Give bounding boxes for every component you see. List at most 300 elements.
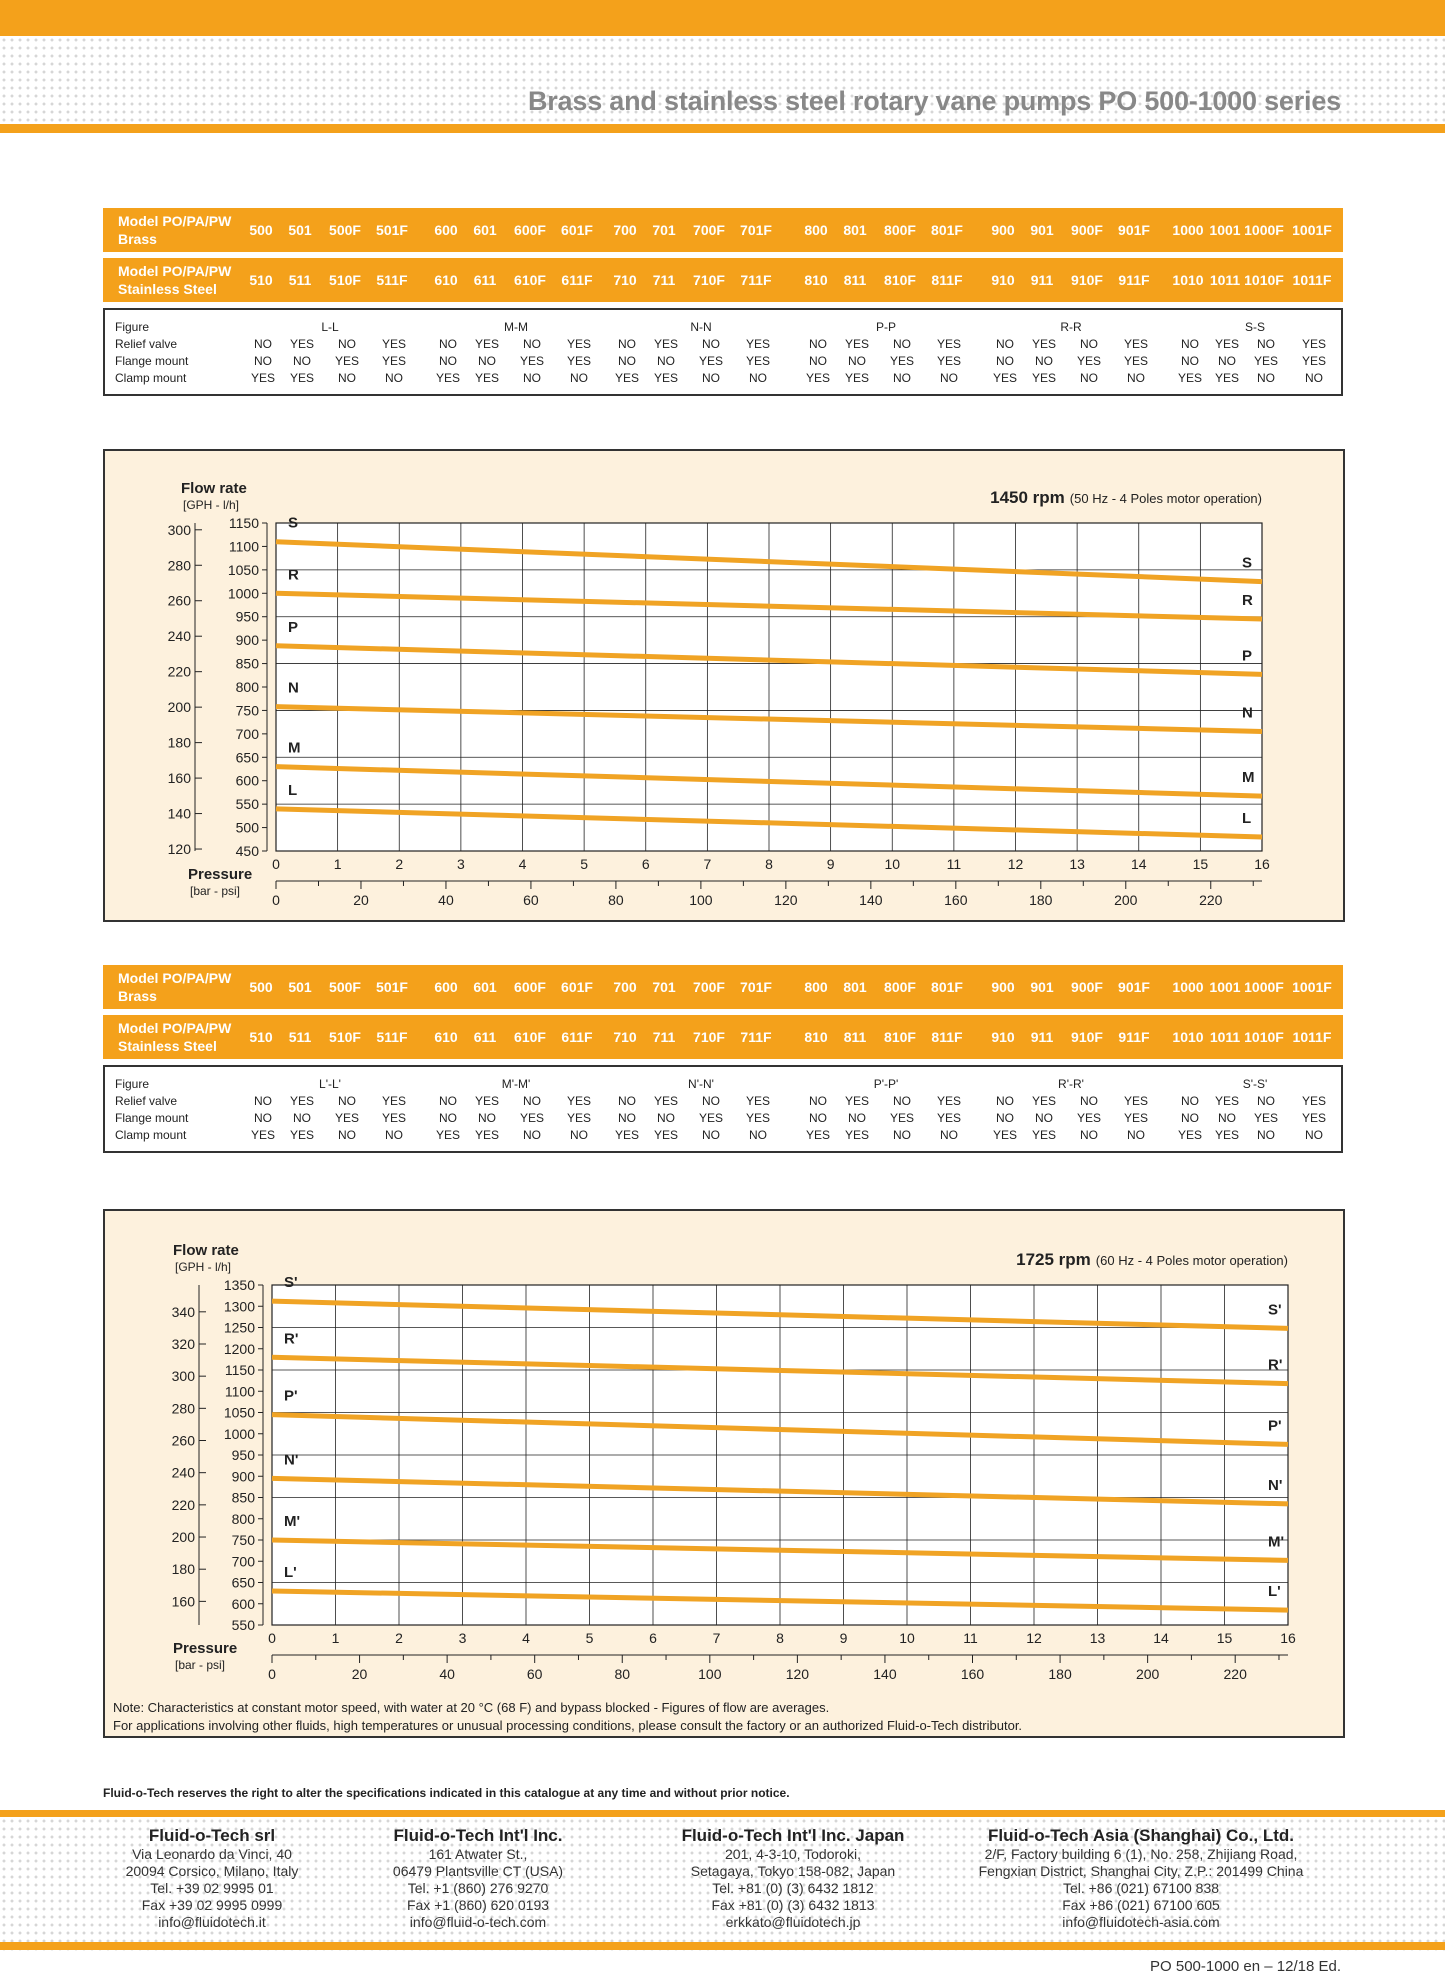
- clamp-value: YES: [250, 1128, 275, 1142]
- model-number: 601: [473, 979, 497, 995]
- options-table: [103, 308, 1343, 396]
- option-row-label: Relief valve: [115, 337, 178, 351]
- lh-tick-label: 700: [231, 1553, 255, 1570]
- clamp-value: NO: [570, 371, 588, 385]
- model-row-label: [118, 212, 231, 248]
- series-label-end: L': [1268, 1583, 1281, 1601]
- clamp-value: NO: [940, 371, 958, 385]
- bar-tick-label: 9: [826, 856, 835, 872]
- series-label-end: N': [1268, 1476, 1283, 1494]
- series-label-start: S: [288, 514, 299, 532]
- lh-tick-label: 950: [231, 1447, 255, 1463]
- office-name: Fluid-o-Tech Asia (Shanghai) Co., Ltd.: [988, 1826, 1294, 1845]
- relief-value: NO: [1080, 337, 1098, 351]
- bar-tick-label: 11: [946, 856, 962, 872]
- clamp-value: YES: [1177, 371, 1202, 385]
- model-number: 911: [1030, 1029, 1054, 1045]
- series-label-start: M: [288, 739, 301, 757]
- model-number: 501F: [376, 979, 408, 995]
- model-label-line: Brass: [118, 988, 157, 1004]
- model-label-line: Model PO/PA/PW: [118, 1020, 232, 1036]
- psi-tick-label: 80: [614, 1666, 631, 1682]
- bar-tick-label: 4: [518, 856, 527, 872]
- relief-value: YES: [1301, 337, 1326, 351]
- psi-tick-label: 0: [272, 892, 280, 908]
- figure-label: N-N: [690, 320, 712, 334]
- model-label-line: Stainless Steel: [118, 281, 217, 297]
- clamp-value: NO: [1257, 1128, 1275, 1142]
- model-number: 701F: [740, 222, 772, 238]
- model-number: 611F: [561, 272, 593, 288]
- lh-tick-label: 1300: [223, 1298, 255, 1315]
- model-number: 1011F: [1292, 272, 1332, 288]
- x-axis-units: [bar - psi]: [175, 1658, 226, 1672]
- bar-tick-label: 15: [1192, 856, 1209, 872]
- figure-label: R-R: [1060, 320, 1082, 334]
- model-number: 500: [249, 222, 273, 238]
- office-line: erkkato@fluidotech.jp: [725, 1914, 861, 1930]
- model-number: 610F: [514, 272, 546, 288]
- gph-tick-label: 280: [167, 557, 191, 574]
- relief-value: YES: [936, 1094, 961, 1108]
- model-number: 701: [652, 979, 676, 995]
- series-label-start: L: [288, 781, 298, 799]
- bar-tick-label: 6: [641, 856, 650, 872]
- series-label-start: M': [284, 1513, 301, 1530]
- x-axis-title: Pressure: [173, 1640, 238, 1657]
- flange-value: YES: [519, 354, 544, 368]
- flange-value: YES: [698, 1111, 723, 1125]
- bar-tick-label: 7: [712, 1630, 721, 1646]
- clamp-value: NO: [570, 1128, 588, 1142]
- flange-value: YES: [936, 354, 961, 368]
- model-number: 510F: [329, 1029, 361, 1045]
- figure-label: L'-L': [319, 1077, 341, 1091]
- relief-value: YES: [844, 1094, 869, 1108]
- chart-svg: [105, 1211, 1339, 1695]
- flange-value: NO: [254, 1111, 272, 1125]
- series-label-end: S: [1242, 554, 1253, 572]
- gph-tick-label: 180: [167, 734, 191, 751]
- relief-value: NO: [893, 337, 911, 351]
- lh-tick-label: 800: [231, 1510, 255, 1527]
- clamp-value: YES: [1031, 1128, 1056, 1142]
- clamp-value: NO: [1305, 371, 1323, 385]
- model-number: 811F: [931, 272, 963, 288]
- model-row-label: [118, 262, 231, 298]
- flange-value: YES: [1076, 354, 1101, 368]
- office-name: Fluid-o-Tech Int'l Inc.: [393, 1826, 563, 1845]
- gph-tick-label: 240: [167, 628, 191, 645]
- model-number: 601: [473, 222, 497, 238]
- model-number: 801F: [931, 979, 963, 995]
- model-number: 701: [652, 222, 676, 238]
- flange-value: YES: [381, 354, 406, 368]
- lh-tick-label: 850: [231, 1489, 255, 1506]
- model-label-line: Brass: [118, 231, 157, 247]
- flange-value: YES: [334, 1111, 359, 1125]
- model-label-line: Model PO/PA/PW: [118, 213, 232, 229]
- office-line: info@fluidotech-asia.com: [1062, 1914, 1220, 1930]
- relief-value: NO: [618, 1094, 636, 1108]
- relief-value: NO: [439, 1094, 457, 1108]
- clamp-value: YES: [992, 1128, 1017, 1142]
- flange-value: YES: [1253, 1111, 1278, 1125]
- relief-value: YES: [1123, 1094, 1148, 1108]
- lh-tick-label: 1000: [223, 1425, 255, 1442]
- relief-value: NO: [254, 1094, 272, 1108]
- relief-value: YES: [566, 1094, 591, 1108]
- psi-tick-label: 160: [960, 1666, 985, 1682]
- gph-tick-label: 140: [167, 805, 191, 822]
- clamp-value: NO: [523, 371, 541, 385]
- lh-tick-label: 550: [235, 796, 259, 813]
- flange-value: NO: [1181, 1111, 1199, 1125]
- psi-tick-label: 200: [1135, 1666, 1160, 1682]
- flange-value: NO: [439, 354, 457, 368]
- office-line: Tel. +81 (0) (3) 6432 1812: [712, 1880, 874, 1896]
- model-row-steel: [103, 1015, 1343, 1059]
- model-number: 1001F: [1292, 222, 1332, 238]
- model-number: 501: [288, 222, 312, 238]
- gph-tick-label: 240: [171, 1464, 195, 1481]
- page-title: Brass and stainless steel rotary vane pumps PO 500-1000 series: [527, 86, 1341, 116]
- x-axis-title: Pressure: [188, 866, 253, 883]
- flange-value: NO: [618, 354, 636, 368]
- gph-tick-label: 120: [167, 841, 191, 858]
- psi-tick-label: 120: [785, 1666, 810, 1682]
- chart-svg: [105, 451, 1339, 916]
- model-number: 710F: [693, 1029, 725, 1045]
- psi-tick-label: 120: [774, 892, 798, 908]
- flange-value: NO: [478, 354, 496, 368]
- series-label-end: M': [1268, 1533, 1285, 1551]
- flange-value: YES: [698, 354, 723, 368]
- relief-value: NO: [702, 337, 720, 351]
- office-line: 201, 4-3-10, Todoroki,: [725, 1846, 861, 1862]
- relief-value: YES: [381, 1094, 406, 1108]
- series-label-start: N': [284, 1451, 299, 1469]
- option-row-label: Clamp mount: [115, 1128, 187, 1142]
- psi-tick-label: 80: [608, 892, 624, 908]
- flange-value: YES: [519, 1111, 544, 1125]
- bar-tick-label: 4: [522, 1630, 530, 1646]
- lh-tick-label: 600: [235, 772, 259, 789]
- lh-tick-label: 1050: [227, 561, 259, 578]
- model-number: 1000F: [1244, 222, 1284, 238]
- psi-tick-label: 100: [698, 1666, 722, 1682]
- flange-value: YES: [1123, 354, 1148, 368]
- model-number: 901: [1030, 979, 1054, 995]
- clamp-value: NO: [523, 1128, 541, 1142]
- bar-tick-label: 15: [1216, 1630, 1233, 1646]
- flange-value: YES: [936, 1111, 961, 1125]
- bar-tick-label: 10: [899, 1630, 915, 1646]
- lh-tick-label: 1150: [228, 515, 259, 531]
- psi-tick-label: 180: [1048, 1666, 1072, 1682]
- flange-value: YES: [1076, 1111, 1101, 1125]
- option-row-label: Figure: [115, 1077, 150, 1091]
- flange-value: NO: [293, 1111, 311, 1125]
- clamp-value: NO: [749, 371, 767, 385]
- model-row-label: [118, 969, 231, 1005]
- model-number: 500: [249, 979, 273, 995]
- relief-value: NO: [893, 1094, 911, 1108]
- model-number: 1001: [1209, 979, 1241, 995]
- series-label-start: L': [284, 1564, 297, 1581]
- model-number: 910: [991, 1029, 1015, 1045]
- lh-tick-label: 1100: [228, 538, 259, 555]
- office-line: Tel. +1 (860) 276 9270: [407, 1880, 549, 1896]
- model-number: 900F: [1071, 222, 1103, 238]
- flange-value: NO: [996, 1111, 1014, 1125]
- model-number: 911F: [1118, 1029, 1150, 1045]
- relief-value: NO: [523, 337, 541, 351]
- relief-value: YES: [1301, 1094, 1326, 1108]
- model-number: 1000: [1172, 979, 1204, 995]
- series-label-start: N: [288, 679, 299, 697]
- model-number: 1001: [1209, 222, 1241, 238]
- clamp-value: NO: [385, 371, 403, 385]
- chart-note: [113, 1699, 1022, 1735]
- office-line: Fengxian District, Shanghai City, Z.P.: 201499 China: [978, 1863, 1304, 1879]
- lh-tick-label: 650: [231, 1574, 255, 1591]
- relief-value: YES: [474, 337, 499, 351]
- gph-tick-label: 160: [167, 770, 191, 787]
- model-number: 700: [613, 979, 637, 995]
- flow-chart-1450rpm: [103, 449, 1345, 922]
- clamp-value: NO: [1127, 1128, 1145, 1142]
- lh-tick-label: 600: [231, 1595, 255, 1612]
- rpm-note: (60 Hz - 4 Poles motor operation): [1095, 1253, 1288, 1268]
- relief-value: YES: [289, 337, 314, 351]
- relief-value: YES: [745, 337, 770, 351]
- model-number: 810: [804, 1029, 828, 1045]
- lh-tick-label: 1250: [223, 1319, 255, 1336]
- relief-value: NO: [1080, 1094, 1098, 1108]
- model-number: 1011: [1209, 1029, 1241, 1045]
- psi-tick-label: 220: [1223, 1666, 1247, 1682]
- clamp-value: YES: [844, 1128, 869, 1142]
- model-number: 901F: [1118, 222, 1150, 238]
- model-table-50hz: [103, 208, 1343, 396]
- flange-value: NO: [848, 354, 866, 368]
- model-number: 510: [249, 272, 273, 288]
- lh-tick-label: 800: [235, 679, 259, 695]
- clamp-value: NO: [749, 1128, 767, 1142]
- model-number: 800F: [884, 979, 916, 995]
- series-label-start: S': [284, 1274, 298, 1292]
- gph-tick-label: 340: [171, 1303, 195, 1320]
- lh-tick-label: 500: [235, 819, 259, 836]
- figure-label: M-M: [504, 320, 528, 334]
- model-number: 610F: [514, 1029, 546, 1045]
- clamp-value: YES: [844, 371, 869, 385]
- relief-value: YES: [381, 337, 406, 351]
- office-line: Tel. +86 (021) 67100 838: [1062, 1880, 1220, 1896]
- office-line: Fax +39 02 9995 0999: [141, 1897, 283, 1913]
- office-line: info@fluidotech.it: [158, 1914, 266, 1930]
- top-orange-bar: [0, 0, 1445, 36]
- flange-value: NO: [254, 354, 272, 368]
- flange-value: YES: [381, 1111, 406, 1125]
- bar-tick-label: 9: [839, 1630, 848, 1646]
- lh-tick-label: 900: [235, 632, 259, 649]
- relief-value: YES: [653, 1094, 678, 1108]
- office-line: Setagaya, Tokyo 158-082, Japan: [690, 1863, 896, 1879]
- relief-value: NO: [1257, 337, 1275, 351]
- model-number: 1010: [1172, 1029, 1204, 1045]
- flange-value: NO: [848, 1111, 866, 1125]
- relief-value: YES: [289, 1094, 314, 1108]
- relief-value: YES: [474, 1094, 499, 1108]
- relief-value: NO: [338, 337, 356, 351]
- series-label-end: M: [1242, 769, 1255, 787]
- lh-tick-label: 700: [235, 725, 259, 742]
- relief-value: YES: [1123, 337, 1148, 351]
- clamp-value: NO: [385, 1128, 403, 1142]
- model-number: 700F: [693, 222, 725, 238]
- bar-tick-label: 2: [395, 856, 404, 872]
- series-label-end: S': [1268, 1301, 1282, 1319]
- office-line: 20094 Corsico, Milano, Italy: [125, 1863, 299, 1879]
- model-number: 611: [473, 1029, 497, 1045]
- clamp-value: YES: [250, 371, 275, 385]
- model-number: 601F: [561, 222, 593, 238]
- psi-tick-label: 100: [689, 892, 713, 908]
- relief-value: YES: [1031, 337, 1056, 351]
- figure-label: L-L: [321, 320, 339, 334]
- bar-tick-label: 5: [585, 1630, 594, 1646]
- option-row-label: Figure: [115, 320, 150, 334]
- lh-tick-label: 900: [231, 1468, 255, 1485]
- series-label-end: P': [1268, 1417, 1282, 1435]
- psi-tick-label: 40: [439, 1666, 455, 1682]
- psi-tick-label: 160: [944, 892, 968, 908]
- flange-value: NO: [1035, 1111, 1053, 1125]
- relief-value: NO: [996, 1094, 1014, 1108]
- psi-tick-label: 20: [351, 1666, 368, 1682]
- option-row-label: Flange mount: [115, 354, 189, 368]
- bar-tick-label: 1: [333, 856, 342, 872]
- model-number: 900F: [1071, 979, 1103, 995]
- relief-value: NO: [523, 1094, 541, 1108]
- bar-tick-label: 7: [703, 856, 712, 872]
- clamp-value: NO: [893, 371, 911, 385]
- office-line: Fax +86 (021) 67100 605: [1062, 1897, 1220, 1913]
- relief-value: YES: [1214, 1094, 1239, 1108]
- model-number: 901: [1030, 222, 1054, 238]
- flange-value: NO: [478, 1111, 496, 1125]
- series-label-start: R: [288, 566, 299, 584]
- clamp-value: YES: [289, 371, 314, 385]
- series-label-end: P: [1242, 647, 1253, 665]
- lh-tick-label: 1100: [224, 1383, 255, 1400]
- model-number: 1010: [1172, 272, 1204, 288]
- options-table: [103, 1065, 1343, 1153]
- gph-tick-label: 260: [171, 1432, 195, 1449]
- model-number: 910F: [1071, 1029, 1103, 1045]
- bar-tick-label: 16: [1280, 1630, 1296, 1646]
- relief-value: YES: [566, 337, 591, 351]
- gph-tick-label: 200: [167, 699, 191, 716]
- lh-tick-label: 750: [231, 1532, 255, 1548]
- clamp-value: NO: [893, 1128, 911, 1142]
- clamp-value: NO: [338, 371, 356, 385]
- bar-tick-label: 3: [456, 856, 465, 872]
- clamp-value: YES: [1214, 371, 1239, 385]
- series-label-start: P': [284, 1387, 298, 1405]
- flange-value: YES: [1123, 1111, 1148, 1125]
- office-line: info@fluid-o-tech.com: [409, 1914, 547, 1930]
- bar-tick-label: 8: [765, 856, 773, 872]
- clamp-value: NO: [1080, 1128, 1098, 1142]
- figure-label: R'-R': [1058, 1077, 1084, 1091]
- psi-tick-label: 40: [438, 892, 454, 908]
- model-number: 910: [991, 272, 1015, 288]
- model-number: 710: [613, 272, 637, 288]
- model-number: 611F: [561, 1029, 593, 1045]
- clamp-value: NO: [702, 1128, 720, 1142]
- psi-tick-label: 140: [859, 892, 883, 908]
- relief-value: NO: [338, 1094, 356, 1108]
- model-number: 511: [288, 1029, 312, 1045]
- model-number: 800: [804, 222, 828, 238]
- rpm-label: [990, 488, 1262, 507]
- model-number: 800F: [884, 222, 916, 238]
- model-number: 710F: [693, 272, 725, 288]
- office-line: Tel. +39 02 9995 01: [150, 1880, 274, 1896]
- flange-value: NO: [809, 1111, 827, 1125]
- note-line-2: For applications involving other fluids, high temperatures or unusual processing conditions, please consult the factory or an authorized Fluid-o-Tech distributor.: [113, 1718, 1023, 1733]
- bar-tick-label: 3: [458, 1630, 467, 1646]
- model-number: 511F: [376, 272, 408, 288]
- model-row-brass: [103, 208, 1343, 252]
- clamp-value: YES: [1214, 1128, 1239, 1142]
- x-axis-units: [bar - psi]: [190, 884, 241, 898]
- flange-value: YES: [566, 1111, 591, 1125]
- clamp-value: NO: [1080, 371, 1098, 385]
- flange-value: NO: [1181, 354, 1199, 368]
- model-number: 600F: [514, 222, 546, 238]
- disclaimer: Fluid-o-Tech reserves the right to alter the specifications indicated in this catalogue at any time and without prior notice.: [103, 1786, 790, 1800]
- rpm-note: (50 Hz - 4 Poles motor operation): [1069, 491, 1262, 506]
- lh-tick-label: 750: [235, 702, 259, 719]
- model-number: 1000: [1172, 222, 1204, 238]
- model-number: 610: [434, 1029, 458, 1045]
- model-table-60hz: [103, 965, 1343, 1153]
- flange-value: YES: [889, 1111, 914, 1125]
- flange-value: NO: [293, 354, 311, 368]
- clamp-value: NO: [702, 371, 720, 385]
- relief-value: NO: [1257, 1094, 1275, 1108]
- relief-value: YES: [936, 337, 961, 351]
- y-axis-title: Flow rate: [181, 480, 247, 497]
- model-number: 901F: [1118, 979, 1150, 995]
- flange-value: YES: [745, 1111, 770, 1125]
- lh-tick-label: 850: [235, 655, 259, 672]
- bar-tick-label: 12: [1026, 1630, 1042, 1646]
- model-number: 900: [991, 979, 1015, 995]
- clamp-value: NO: [940, 1128, 958, 1142]
- relief-value: YES: [745, 1094, 770, 1108]
- office-block: [593, 1826, 993, 1931]
- model-number: 501F: [376, 222, 408, 238]
- model-number: 710: [613, 1029, 637, 1045]
- clamp-value: YES: [474, 371, 499, 385]
- rpm-value: 1450 rpm: [990, 488, 1065, 507]
- clamp-value: YES: [289, 1128, 314, 1142]
